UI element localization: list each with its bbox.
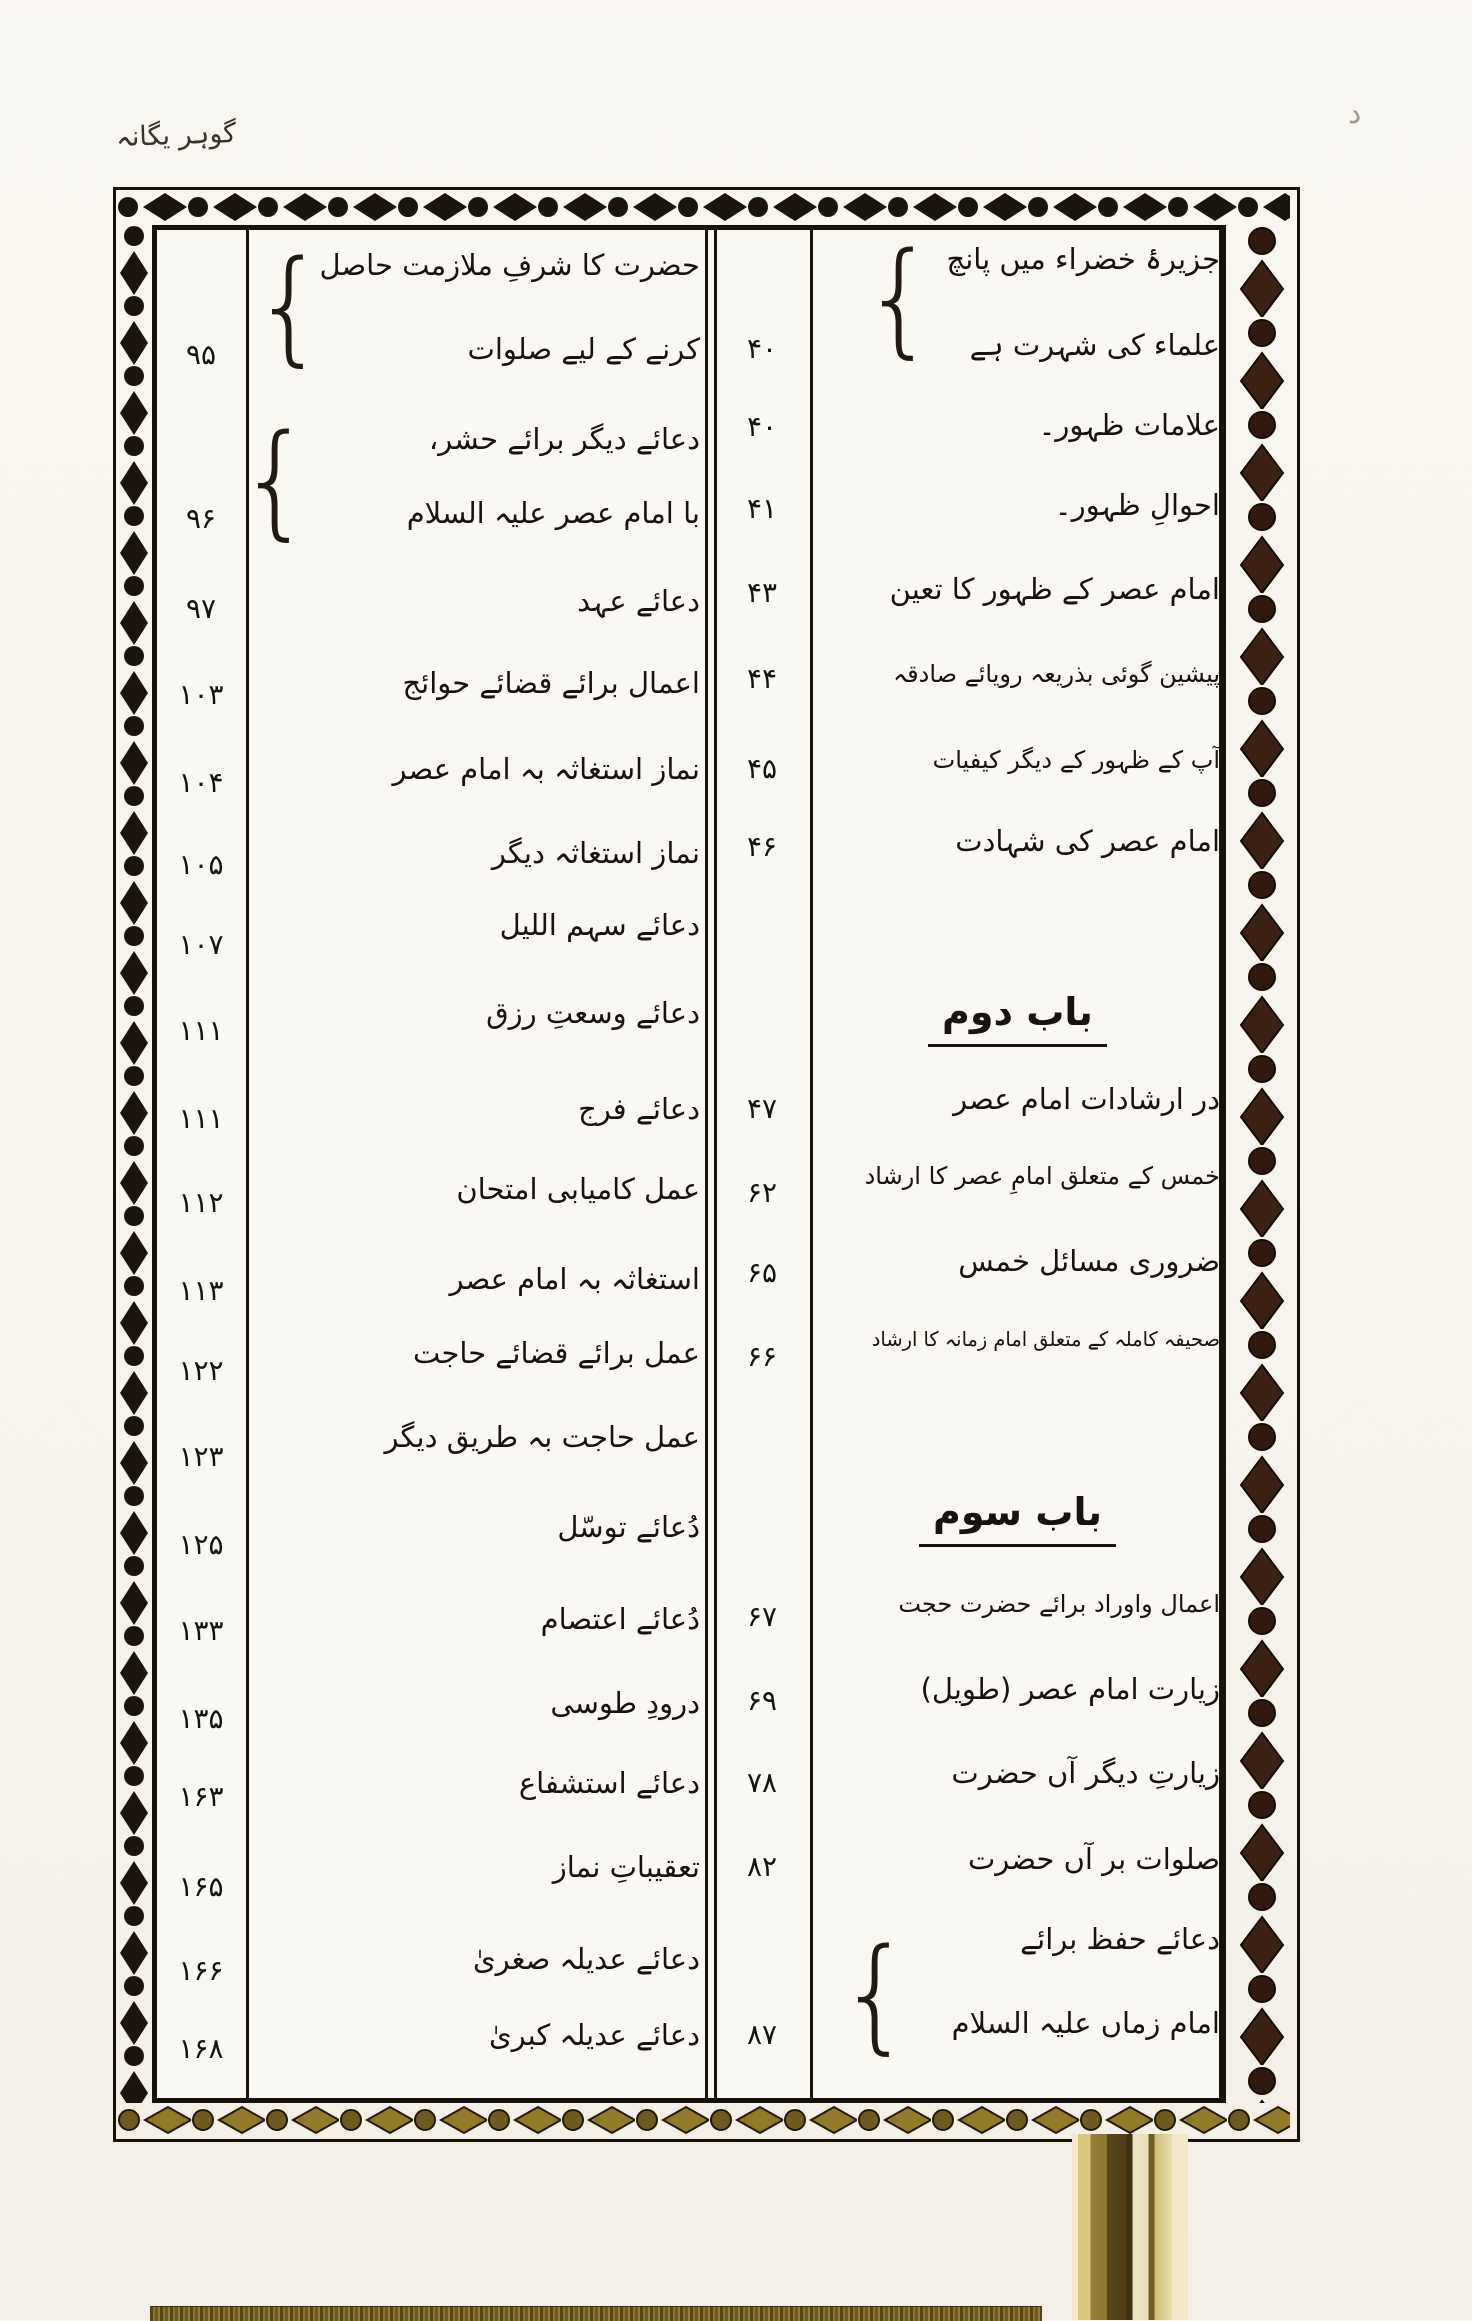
book-title: گوہر یگانہ [115,117,237,154]
ornament-band-bottom [117,2104,1290,2136]
ornament-band-top [117,190,1290,224]
toc-entry: زیارت امام عصر (طویل) [920,1672,1220,1706]
page-number: ۹۷ [185,592,217,625]
toc-entry: دعائے حفظ برائے [1020,1922,1220,1956]
ornament-band-right [1231,225,1293,2103]
page-number: ۴۴ [746,662,778,695]
toc-entry: در ارشادات امام عصر [953,1082,1220,1116]
toc-entry: صلوات بر آں حضرت [967,1842,1220,1876]
page-number: ۸۷ [746,2018,778,2051]
curly-brace: { [252,233,328,379]
page-number: ۱۲۳ [178,1440,224,1473]
page-number: ۹۵ [185,338,217,371]
toc-entry: با امام عصر علیہ السلام [406,496,700,530]
toc-entry: دعائے استشفاع [518,1766,700,1800]
page-number: ۱۶۸ [178,2032,224,2065]
page-number: ۱۰۴ [178,766,224,799]
page-corner-mark: د [1348,96,1362,131]
curly-brace: { [238,407,314,553]
page-number: ۶۹ [746,1684,778,1717]
toc-entry: تعقیباتِ نماز [552,1850,700,1884]
page-number: ۴۰ [746,332,778,365]
page-number: ۱۶۶ [178,1954,224,1987]
page-number: ۱۰۵ [178,848,224,881]
toc-entry: دُعائے اعتصام [540,1602,700,1636]
toc-entry: امام زماں علیہ السلام [951,2006,1220,2040]
page-number: ۶۵ [746,1256,778,1289]
page-number: ۱۱۲ [178,1186,224,1219]
page-number: ۴۰ [746,410,778,443]
chapter-heading: باب دوم [815,990,1220,1047]
toc-entry: امام عصر کے ظہور کا تعین [889,572,1220,606]
curly-brace: { [862,225,938,371]
toc-entry: دعائے سہم اللیل [499,908,700,942]
page-number: ۷۸ [746,1766,778,1799]
toc-entry: دعائے وسعتِ رزق [486,996,700,1030]
toc-entry: دُعائے توسّل [557,1510,700,1544]
toc-entry: صحیفہ کاملہ کے متعلق امام زمانہ کا ارشاد [871,1327,1220,1351]
page-number: ۶۲ [746,1176,778,1209]
page-number: ۱۰۷ [178,928,224,961]
page-number: ۱۱۱ [178,1102,224,1135]
curly-brace: { [838,1921,914,2067]
toc-entry: دعائے عدیلہ صغریٰ [472,1942,700,1976]
toc-entry: دعائے عہد [577,584,700,618]
toc-entry: علامات ظہور۔ [1038,408,1220,442]
toc-entry: دعائے فرج [578,1092,700,1126]
chapter-heading: باب سوم [815,1490,1220,1547]
toc-entry: نماز استغاثہ بہ امام عصر [392,752,700,786]
page-number: ۸۲ [746,1850,778,1883]
toc-entry: نماز استغاثہ دیگر [491,836,700,870]
page-number: ۴۱ [746,492,778,525]
ornament-band-left [117,225,151,2103]
toc-entry: استغاثہ بہ امام عصر [449,1262,700,1296]
page-number: ۱۱۱ [178,1014,224,1047]
toc-entry: امام عصر کی شہادت [955,824,1220,858]
toc-entry: اعمال واوراد برائے حضرت حجت [898,1590,1220,1618]
toc-entry: دعائے دیگر برائے حشر، [428,422,700,456]
toc-entry: عمل کامیابی امتحان [456,1172,700,1206]
toc-entry: عمل برائے قضائے حاجت [413,1336,700,1370]
page-number: ۱۲۲ [178,1354,224,1387]
toc-entry: پیشین گوئی بذریعہ رویائے صادقہ [893,660,1220,688]
toc-entry: اعمال برائے قضائے حوائج [402,666,700,700]
page-number: ۴۶ [746,830,778,863]
page-number: ۱۶۳ [178,1780,224,1813]
page-number: ۱۶۵ [178,1870,224,1903]
page-number: ۱۰۳ [178,678,224,711]
gilded-book-edge [150,2306,1042,2321]
toc-entry: زیارتِ دیگر آں حضرت [951,1756,1220,1790]
gold-page-ribbon [1072,2134,1188,2320]
page-number: ۱۲۵ [178,1528,224,1561]
toc-entry: جزیرۂ خضراء میں پانچ [946,242,1220,276]
toc-entry: دعائے عدیلہ کبریٰ [488,2018,700,2052]
toc-entry: عمل حاجت بہ طریق دیگر [384,1420,700,1454]
page-number: ۴۳ [746,576,778,609]
page-number: ۱۱۳ [178,1274,224,1307]
page-number: ۴۷ [746,1092,778,1125]
page-number: ۴۵ [746,752,778,785]
toc-entry: خمس کے متعلق امامِ عصر کا ارشاد [864,1162,1220,1190]
page-number: ۶۶ [746,1340,778,1373]
toc-entry: احوالِ ظہور۔ [1054,488,1220,522]
toc-entry: علماء کی شہرت ہے [969,328,1220,362]
page-number: ۶۷ [746,1600,778,1633]
toc-entry: حضرت کا شرفِ ملازمت حاصل [319,248,700,282]
page-number: ۱۳۵ [178,1702,224,1735]
page-number: ۹۶ [185,502,217,535]
toc-entry: درودِ طوسی [550,1686,700,1720]
right-number-divider [810,230,813,2101]
column-divider-outer [705,230,708,2101]
toc-entry: ضروری مسائل خمس [958,1244,1220,1278]
page-number: ۱۳۳ [178,1614,224,1647]
toc-entry: کرنے کے لیے صلوات [467,332,700,366]
toc-entry: آپ کے ظہور کے دیگر کیفیات [932,746,1220,774]
